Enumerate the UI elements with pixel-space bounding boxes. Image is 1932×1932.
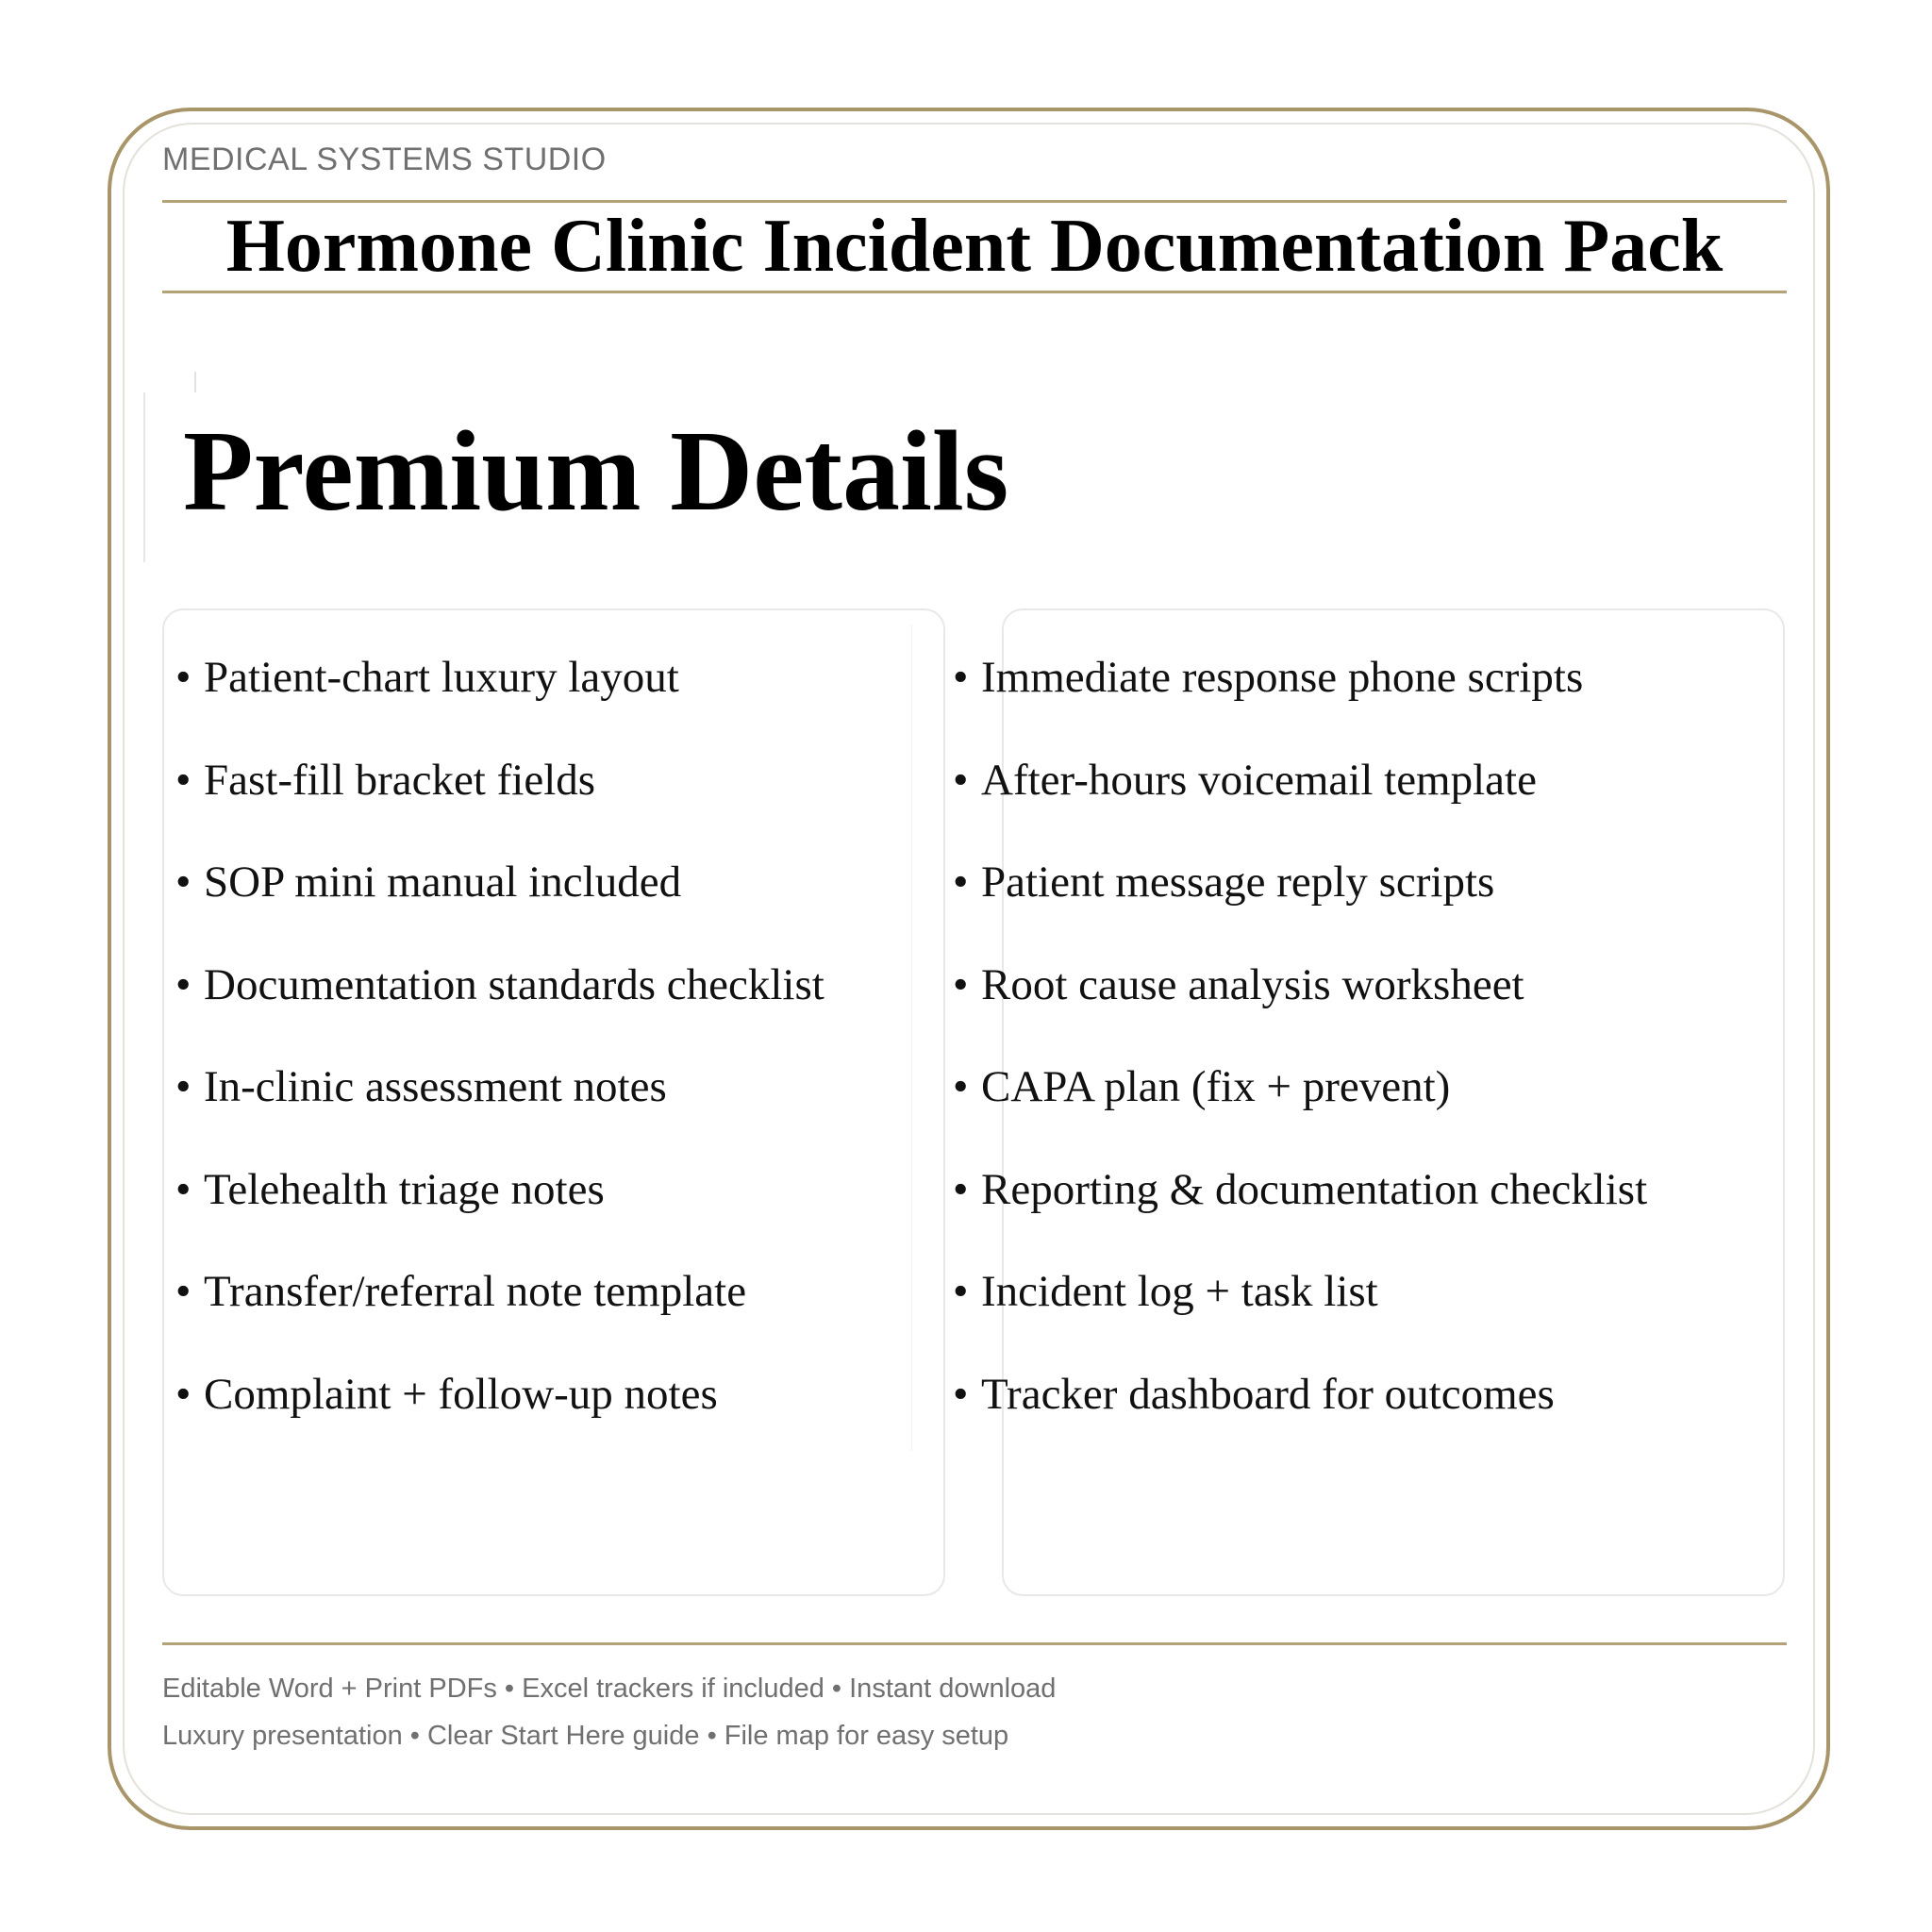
list-item <box>175 938 930 1041</box>
section-title: Premium Details <box>183 408 1009 535</box>
bullet-icon: • <box>953 1267 969 1316</box>
pack-title: Hormone Clinic Incident Documentation Pack <box>225 205 1724 288</box>
bullet-icon: • <box>953 959 969 1009</box>
bullet-icon: • <box>175 653 192 702</box>
bullet-icon: • <box>953 1164 969 1214</box>
feature-text: Immediate response phone scripts <box>981 653 1584 702</box>
feature-text: Root cause analysis worksheet <box>981 959 1524 1009</box>
bullet-icon: • <box>175 959 192 1009</box>
feature-text: Reporting & documentation checklist <box>981 1164 1648 1214</box>
bullet-icon: • <box>175 1164 192 1214</box>
bullet-icon: • <box>175 858 192 907</box>
list-item <box>953 1040 1802 1142</box>
list-item <box>175 733 930 836</box>
feature-text: Telehealth triage notes <box>204 1164 605 1214</box>
feature-text: Tracker dashboard for outcomes <box>981 1369 1555 1419</box>
list-item <box>175 630 930 733</box>
brand-name: MEDICAL SYSTEMS STUDIO <box>162 142 607 177</box>
bullet-icon: • <box>953 1369 969 1419</box>
feature-list-left <box>175 630 930 1449</box>
list-item <box>175 835 930 938</box>
bullet-icon: • <box>953 1062 969 1111</box>
feature-text: Transfer/referral note template <box>204 1267 747 1316</box>
feature-text: CAPA plan (fix + prevent) <box>981 1062 1451 1111</box>
list-item <box>953 1244 1802 1347</box>
feature-text: Complaint + follow-up notes <box>204 1369 718 1419</box>
list-item <box>953 938 1802 1041</box>
bullet-icon: • <box>175 1267 192 1316</box>
feature-text: In-clinic assessment notes <box>204 1062 667 1111</box>
list-item <box>953 1347 1802 1450</box>
list-item <box>175 1040 930 1142</box>
bullet-icon: • <box>175 755 192 805</box>
bullet-icon: • <box>953 858 969 907</box>
feature-text: SOP mini manual included <box>204 858 682 907</box>
bullet-icon: • <box>953 755 969 805</box>
bullet-icon: • <box>953 653 969 702</box>
decorative-tick <box>194 372 196 392</box>
feature-text: Fast-fill bracket fields <box>204 755 596 805</box>
feature-text: Incident log + task list <box>981 1267 1378 1316</box>
list-item <box>953 630 1802 733</box>
footer-line-2: Luxury presentation • Clear Start Here guide • File map for easy setup <box>162 1721 1009 1751</box>
bullet-icon: • <box>175 1062 192 1111</box>
feature-text: Patient-chart luxury layout <box>204 653 679 702</box>
feature-list-right <box>953 630 1802 1449</box>
list-item <box>953 835 1802 938</box>
section-accent-line <box>143 392 145 562</box>
list-item <box>175 1347 930 1450</box>
feature-text: Patient message reply scripts <box>981 858 1495 907</box>
list-item <box>175 1244 930 1347</box>
header-bottom-rule <box>162 291 1787 293</box>
feature-text: After-hours voicemail template <box>981 755 1537 805</box>
list-item <box>175 1142 930 1245</box>
feature-text: Documentation standards checklist <box>204 959 824 1009</box>
bullet-icon: • <box>175 1369 192 1419</box>
list-item <box>953 1142 1802 1245</box>
list-item <box>953 733 1802 836</box>
footer-line-1: Editable Word + Print PDFs • Excel trackers if included • Instant download <box>162 1674 1057 1704</box>
footer-rule <box>162 1642 1787 1645</box>
